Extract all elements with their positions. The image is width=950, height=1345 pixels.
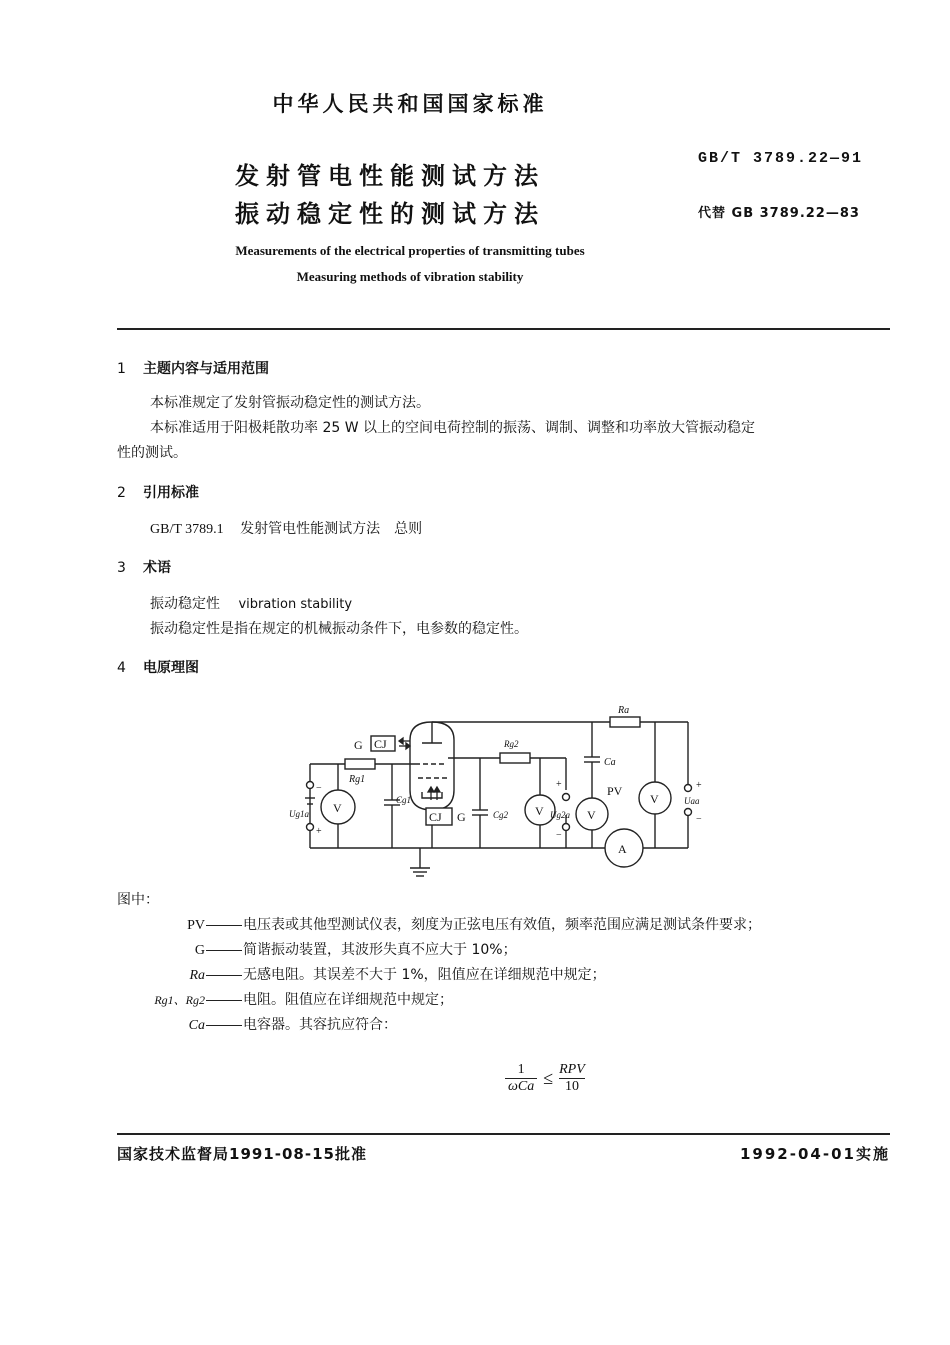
label-v-pv: V <box>587 808 596 822</box>
formula-rhs <box>559 1062 585 1095</box>
legend-symbol: PV <box>187 918 205 933</box>
legend-item <box>117 914 761 934</box>
label-v-ug2: V <box>535 804 544 818</box>
legend-item <box>117 989 453 1009</box>
section-title: 主题内容与适用范围 <box>143 361 269 377</box>
formula-operator: ≤ <box>543 1068 554 1088</box>
legend-text: 电容器。其容抗应符合： <box>243 1017 397 1033</box>
label-g-top: G <box>354 738 363 752</box>
label-plus-right: + <box>696 780 702 791</box>
section-number: 1 <box>117 361 126 377</box>
label-rg2: Rg2 <box>504 739 519 749</box>
formula-lhs <box>505 1062 537 1095</box>
label-a: A <box>618 842 627 856</box>
term-chinese: 振动稳定性 <box>150 596 220 612</box>
english-title-1: Measurements of the electrical properties of transmitting tubes <box>235 243 585 258</box>
legend-text: 电阻。阻值应在详细规范中规定； <box>243 992 453 1008</box>
section-title: 电原理图 <box>143 660 199 676</box>
label-uaa: Uaa <box>684 796 700 806</box>
section-title: 引用标准 <box>143 485 199 501</box>
legend-item <box>117 939 517 959</box>
label-cg2: Cg2 <box>493 810 509 820</box>
legend-symbol: Rg1、Rg2 <box>154 993 205 1007</box>
legend-text: 无感电阻。其误差不大于 1%，阻值应在详细规范中规定； <box>243 967 606 983</box>
legend-text: 电压表或其他型测试仪表，刻度为正弦电压有效值，频率范围应满足测试条件要求； <box>243 917 761 933</box>
s1-para-1: 本标准规定了发射管振动稳定性的测试方法。 <box>150 395 430 411</box>
legend-item <box>117 1014 397 1034</box>
label-ug2a: Ug2a <box>550 810 570 820</box>
title-line-2: 振动稳定性的测试方法 <box>235 200 545 228</box>
footer-rule <box>117 1133 890 1135</box>
label-ra: Ra <box>618 705 630 716</box>
title-line-1: 发射管电性能测试方法 <box>235 162 545 190</box>
term-english: vibration stability <box>238 597 353 612</box>
standard-code: GB/T 3789.22—91 <box>698 150 864 167</box>
label-cj-top: CJ <box>374 737 387 751</box>
label-minus-ug2: − <box>556 830 562 841</box>
legend-symbol: Ca <box>188 1018 205 1033</box>
legend-text: 简谐振动装置，其波形失真不应大于 10%； <box>243 942 517 958</box>
label-v-left: V <box>333 801 342 815</box>
formula-lhs-denominator: ωCa <box>505 1078 537 1095</box>
label-v-right: V <box>650 792 659 806</box>
english-title-2: Measuring methods of vibration stability <box>296 269 524 284</box>
formula-rhs-denominator: 10 <box>559 1078 585 1095</box>
label-minus-left: − <box>316 783 322 794</box>
label-cg1: Cg1 <box>396 795 412 805</box>
label-rg1: Rg1 <box>349 774 366 785</box>
label-ca: Ca <box>604 757 616 768</box>
section-number: 3 <box>117 560 126 576</box>
label-g-bottom: G <box>457 810 466 824</box>
replaces-code: 代替 GB 3789.22—83 <box>698 206 860 221</box>
formula-lhs-numerator: 1 <box>517 1062 525 1077</box>
label-minus-right: − <box>696 814 702 825</box>
approval-note: 国家技术监督局1991-08-15批准 <box>117 1145 367 1163</box>
legend-symbol: Ra <box>189 968 205 983</box>
legend-item <box>117 964 606 984</box>
label-ug1a: Ug1a <box>289 809 309 819</box>
s1-para-2-line-2: 性的测试。 <box>117 445 187 461</box>
reference-title: 发射管电性能测试方法 总则 <box>240 521 423 537</box>
term-definition: 振动稳定性是指在规定的机械振动条件下，电参数的稳定性。 <box>150 621 528 637</box>
legend-heading: 图中： <box>117 892 159 908</box>
capacitor-formula <box>505 1062 605 1095</box>
formula-rhs-numerator: RPV <box>559 1062 585 1077</box>
label-plus-left: + <box>316 826 322 837</box>
label-pv: PV <box>607 784 623 798</box>
legend-symbol: G <box>194 943 205 958</box>
label-cj-bottom: CJ <box>429 810 442 824</box>
standard-body: 中华人民共和国国家标准 <box>272 92 548 116</box>
section-title: 术语 <box>143 560 171 576</box>
section-number: 2 <box>117 485 126 501</box>
effective-date: 1992-04-01实施 <box>740 1145 890 1163</box>
s1-para-2-line-1: 本标准适用于阳极耗散功率 25 W 以上的空间电荷控制的振荡、调制、调整和功率放大管振动稳定 <box>150 420 756 436</box>
label-plus-ug2: + <box>556 779 562 790</box>
reference-code: GB/T 3789.1 <box>150 522 224 537</box>
section-number: 4 <box>117 660 126 676</box>
vibration-arrow-icon <box>399 738 440 800</box>
